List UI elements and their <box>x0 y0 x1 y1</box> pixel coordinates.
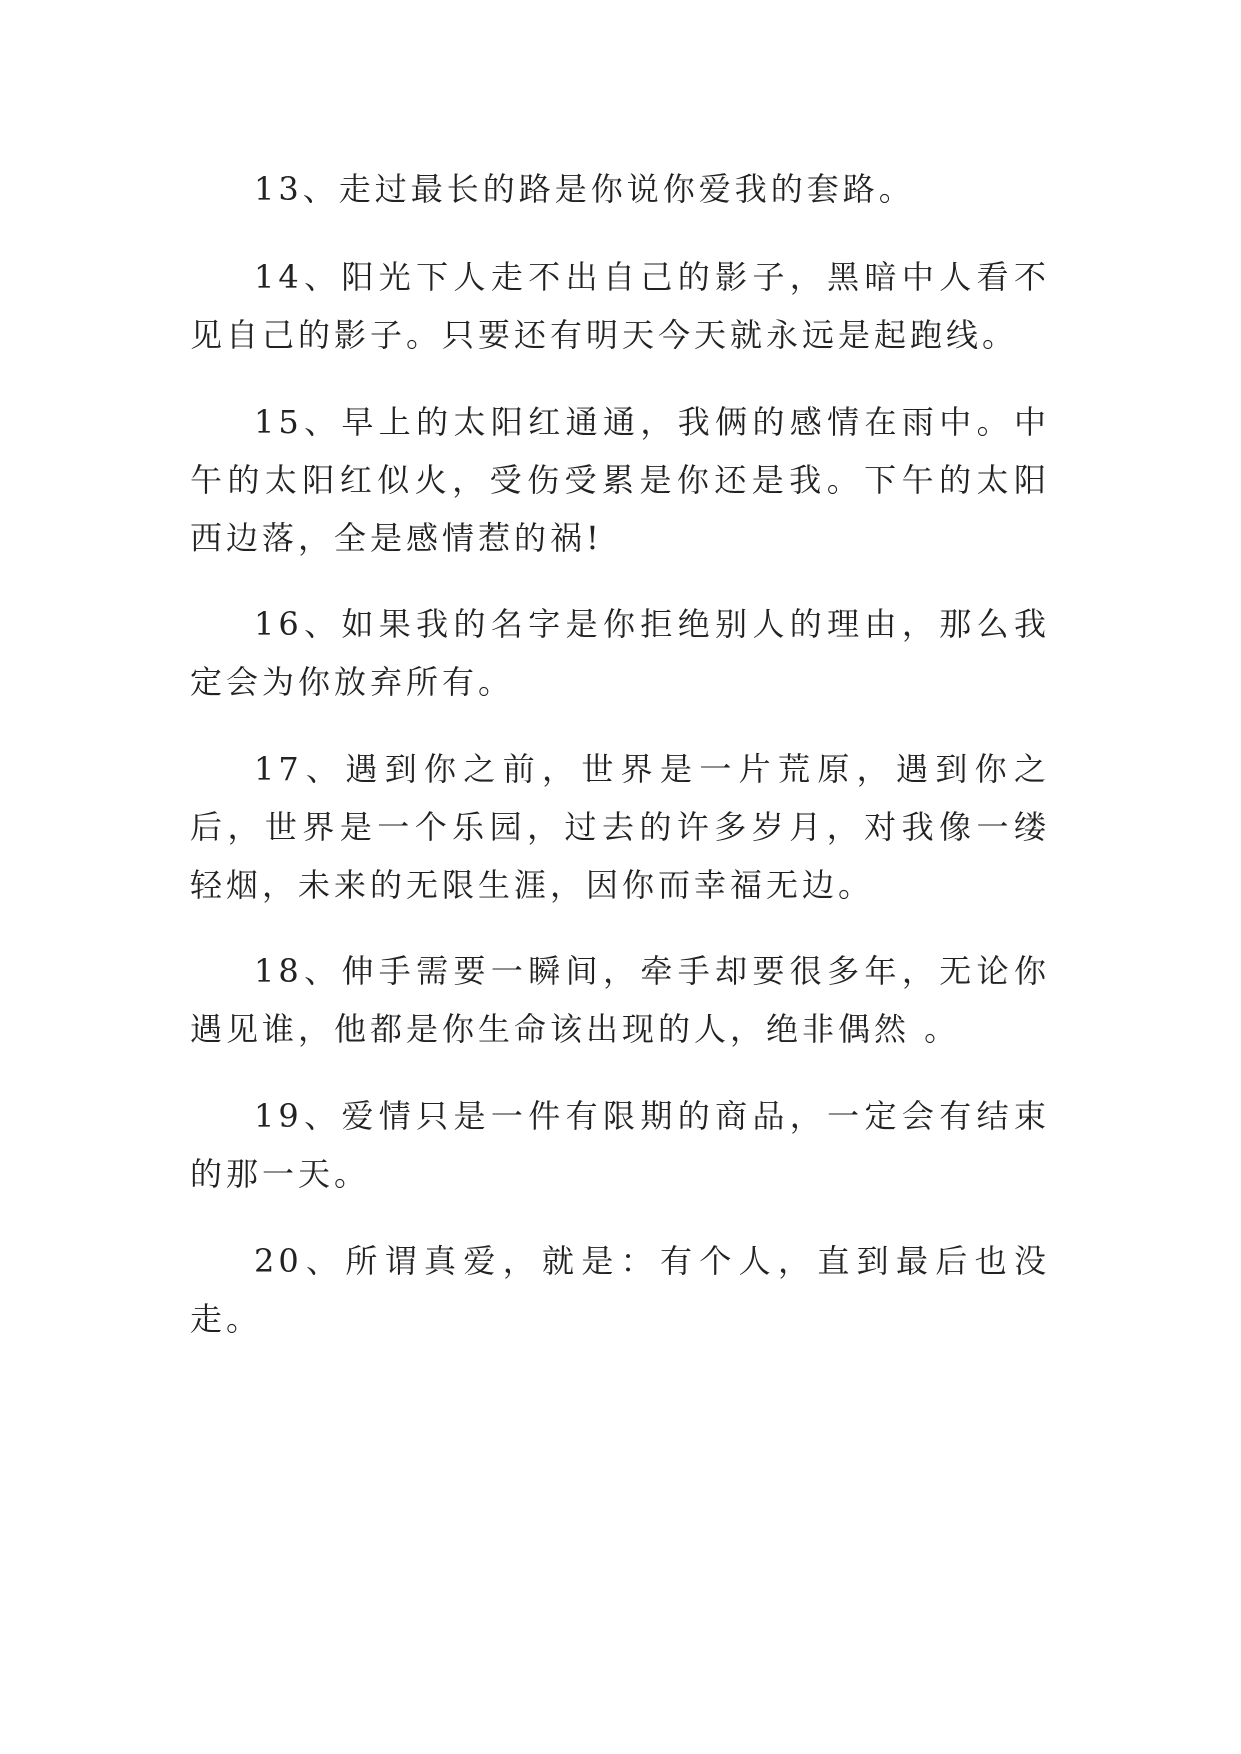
paragraph-19: 19、爱情只是一件有限期的商品，一定会有结束的那一天。 <box>190 1097 1050 1193</box>
paragraph-13: 13、走过最长的路是你说你爱我的套路。 <box>254 170 915 208</box>
paragraph-17: 17、遇到你之前，世界是一片荒原，遇到你之后，世界是一个乐园，过去的许多岁月，对我像一缕轻烟，未来的无限生涯，因你而幸福无边。 <box>190 750 1050 904</box>
paragraph-18: 18、伸手需要一瞬间，牵手却要很多年，无论你遇见谁，他都是你生命该出现的人，绝非偶然 。 <box>190 952 1050 1048</box>
paragraph-20: 20、所谓真爱，就是：有个人，直到最后也没走。 <box>190 1242 1050 1338</box>
paragraph-16: 16、如果我的名字是你拒绝别人的理由，那么我定会为你放弃所有。 <box>190 605 1050 701</box>
paragraph-15: 15、早上的太阳红通通，我俩的感情在雨中。中午的太阳红似火，受伤受累是你还是我。下午的太阳西边落，全是感情惹的祸! <box>190 403 1050 557</box>
paragraph-14: 14、阳光下人走不出自己的影子，黑暗中人看不见自己的影子。只要还有明天今天就永远是起跑线。 <box>190 258 1050 354</box>
